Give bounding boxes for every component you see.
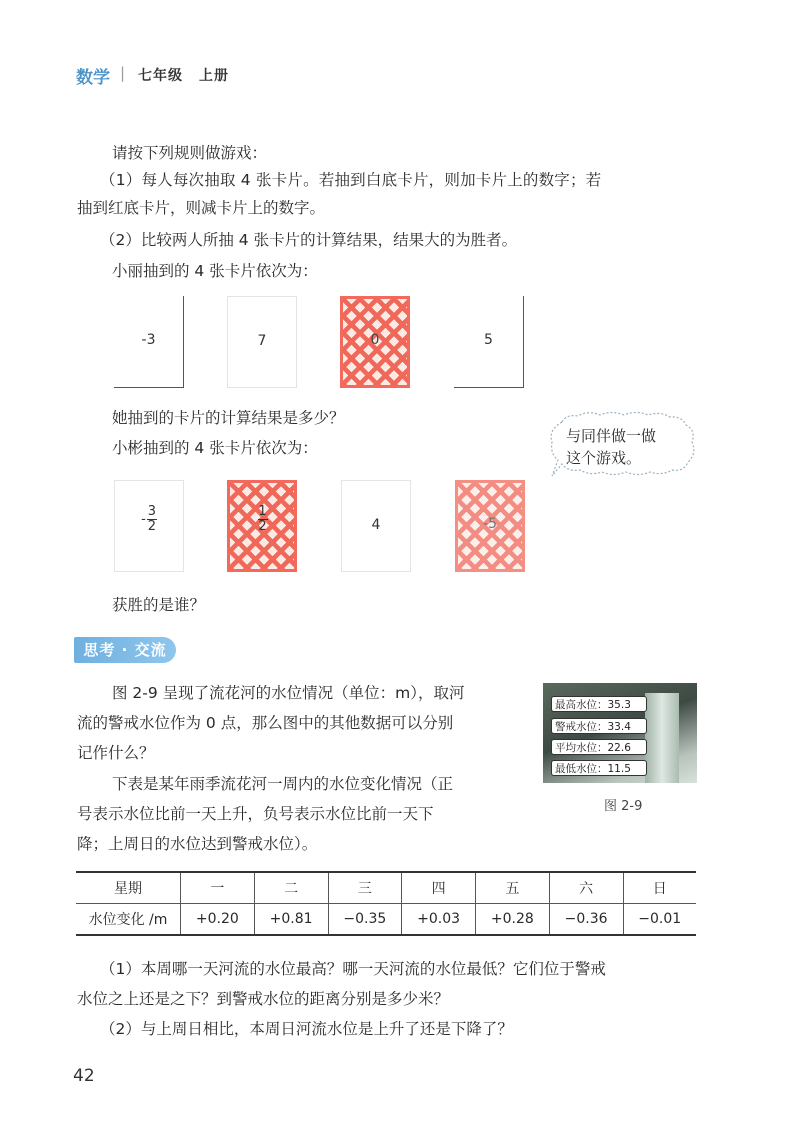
card-value: 0 [370, 332, 380, 348]
table-cell: 三 [328, 872, 402, 904]
think-p2-line-1: 下表是某年雨季流花河一周内的水位变化情况（正 [112, 775, 454, 793]
table-cell: 六 [549, 872, 623, 904]
think-p1-line-1: 图 2-9 呈现了流花河的水位情况（单位：m），取河 [112, 684, 465, 702]
table-cell: +0.03 [402, 904, 476, 936]
question-q1-line-2: 水位之上还是之下？到警戒水位的距离分别是多少米？ [77, 990, 450, 1008]
table-row [76, 904, 696, 936]
card-value: 7 [257, 333, 267, 349]
fraction [230, 505, 294, 534]
think-discuss-badge: 思考 · 交流 [74, 637, 176, 663]
table-cell: −0.35 [328, 904, 402, 936]
xiaobin-card-2 [227, 480, 297, 572]
table-cell: 一 [181, 872, 255, 904]
page-number: 42 [73, 1066, 95, 1086]
fraction [115, 505, 183, 534]
label-highest-level: 最高水位：35.3 [551, 696, 647, 712]
header-separator: | [120, 64, 126, 82]
fraction-denominator: 2 [258, 519, 267, 534]
think-p1-line-3: 记作什么？ [77, 744, 155, 762]
fraction-sign: - [141, 512, 146, 527]
xiaobin-card-4 [455, 480, 525, 572]
think-p2-line-2: 号表示水位比前一天上升，负号表示水位比前一天下 [77, 805, 434, 823]
xiaoli-card-1 [114, 296, 184, 388]
table-cell: −0.01 [623, 904, 696, 936]
label-average-level: 平均水位：22.6 [551, 739, 647, 755]
fraction-numerator: 1 [258, 504, 267, 519]
table-cell: +0.81 [254, 904, 328, 936]
label-warning-level: 警戒水位：33.4 [551, 718, 647, 734]
xiaoli-card-4 [454, 296, 524, 388]
table-cell: +0.20 [181, 904, 255, 936]
figure-caption: 图 2-9 [604, 799, 643, 814]
bubble-line-2: 这个游戏。 [566, 449, 642, 467]
bubble-line-1: 与同伴做一做 [566, 427, 657, 445]
rule-1-line-2: 抽到红底卡片，则减卡片上的数字。 [77, 199, 326, 217]
table-cell: 二 [254, 872, 328, 904]
game-intro: 请按下列规则做游戏： [112, 144, 268, 162]
xiaobin-card-3 [341, 480, 411, 572]
question-q2: （2）与上周日相比，本周日河流水位是上升了还是下降了？ [100, 1020, 513, 1038]
label-lowest-level: 最低水位：11.5 [551, 760, 647, 776]
card-value: -5 [483, 516, 497, 532]
header-grade: 七年级 [138, 68, 183, 84]
fraction-denominator: 2 [147, 519, 156, 534]
table-cell: −0.36 [549, 904, 623, 936]
card-value: -3 [141, 332, 156, 348]
xiaobin-card-1 [114, 480, 184, 572]
think-p1-line-2: 流的警戒水位作为 0 点，那么图中的其他数据可以分别 [77, 714, 454, 732]
water-level-table [76, 871, 696, 936]
gauge-pillar [645, 693, 679, 783]
table-header-row [76, 872, 696, 904]
card-value: 4 [371, 517, 381, 533]
fraction-numerator: 3 [147, 504, 156, 519]
table-cell: 四 [402, 872, 476, 904]
table-cell: 日 [623, 872, 696, 904]
question-2: 获胜的是谁？ [112, 596, 206, 614]
table-cell: 水位变化 /m [76, 904, 181, 936]
question-1: 她抽到的卡片的计算结果是多少？ [112, 409, 345, 427]
xiaoli-card-3 [340, 296, 410, 388]
speech-bubble-text [566, 425, 656, 469]
table-cell: 星期 [76, 872, 181, 904]
question-q1-line-1: （1）本周哪一天河流的水位最高？哪一天河流的水位最低？它们位于警戒 [100, 960, 606, 978]
water-level-photo [543, 683, 697, 783]
xiaobin-label: 小彬抽到的 4 张卡片依次为： [112, 439, 318, 457]
card-value: 5 [484, 332, 493, 348]
xiaoli-label: 小丽抽到的 4 张卡片依次为： [112, 262, 318, 280]
rule-2: （2）比较两人所抽 4 张卡片的计算结果，结果大的为胜者。 [100, 231, 518, 249]
table-cell: +0.28 [476, 904, 550, 936]
header-volume: 上册 [199, 68, 229, 84]
xiaoli-card-2 [227, 296, 297, 388]
think-p2-line-3: 降；上周日的水位达到警戒水位）。 [77, 835, 318, 853]
rule-1-line-1: （1）每人每次抽取 4 张卡片。若抽到白底卡片，则加卡片上的数字；若 [100, 171, 602, 189]
table-cell: 五 [476, 872, 550, 904]
header-subject: 数学 [76, 68, 110, 88]
